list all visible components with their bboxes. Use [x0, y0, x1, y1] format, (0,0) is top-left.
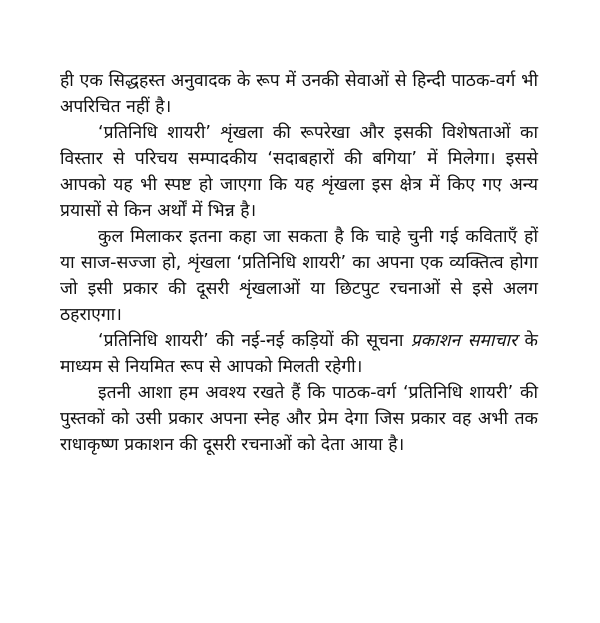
paragraph-4 [60, 328, 538, 380]
paragraph-2: ‘प्रतिनिधि शायरी’ शृंखला की रूपरेखा और इसकी विशेषताओं का विस्तार से परिचय सम्पादकीय ‘सदाबहारों की बगिया’ में मिलेगा। इससे आपको यह भी स्पष्ट हो जाएगा कि यह शृंखला इस क्षेत्र में किए गए अन्य प्रयासों से किन अर्थों में भिन्न है। [60, 123, 538, 221]
paragraph-1: ही एक सिद्धहस्त अनुवादक के रूप में उनकी सेवाओं से हिन्दी पाठक-वर्ग भी अपरिचित नहीं है। [60, 71, 538, 117]
paragraph-4-text-after: के माध्यम से नियमित रूप से आपको मिलती रहेगी। [60, 331, 538, 377]
paragraph-3: कुल मिलाकर इतना कहा जा सकता है कि चाहे चुनी गई कविताएँ हों या साज-सज्जा हो, शृंखला ‘प्रतिनिधि शायरी’ का अपना एक व्यक्तित्व होगा जो इसी प्रकार की दूसरी शृंखलाओं या छिटपुट रचनाओं से इसे अलग ठहराएगा। [60, 227, 538, 325]
paragraph-4-text-before: ‘प्रतिनिधि शायरी’ की नई-नई कड़ियों की सूचना [98, 331, 411, 351]
paragraph-5: इतनी आशा हम अवश्य रखते हैं कि पाठक-वर्ग ‘प्रतिनिधि शायरी’ की पुस्तकों को उसी प्रकार अपना स्नेह और प्रेम देगा जिस प्रकार वह अभी तक राधाकृष्ण प्रकाशन की दूसरी रचनाओं को देता आया है। [60, 383, 538, 455]
publication-name-italic: प्रकाशन समाचार [410, 331, 518, 351]
document-page [60, 68, 538, 458]
